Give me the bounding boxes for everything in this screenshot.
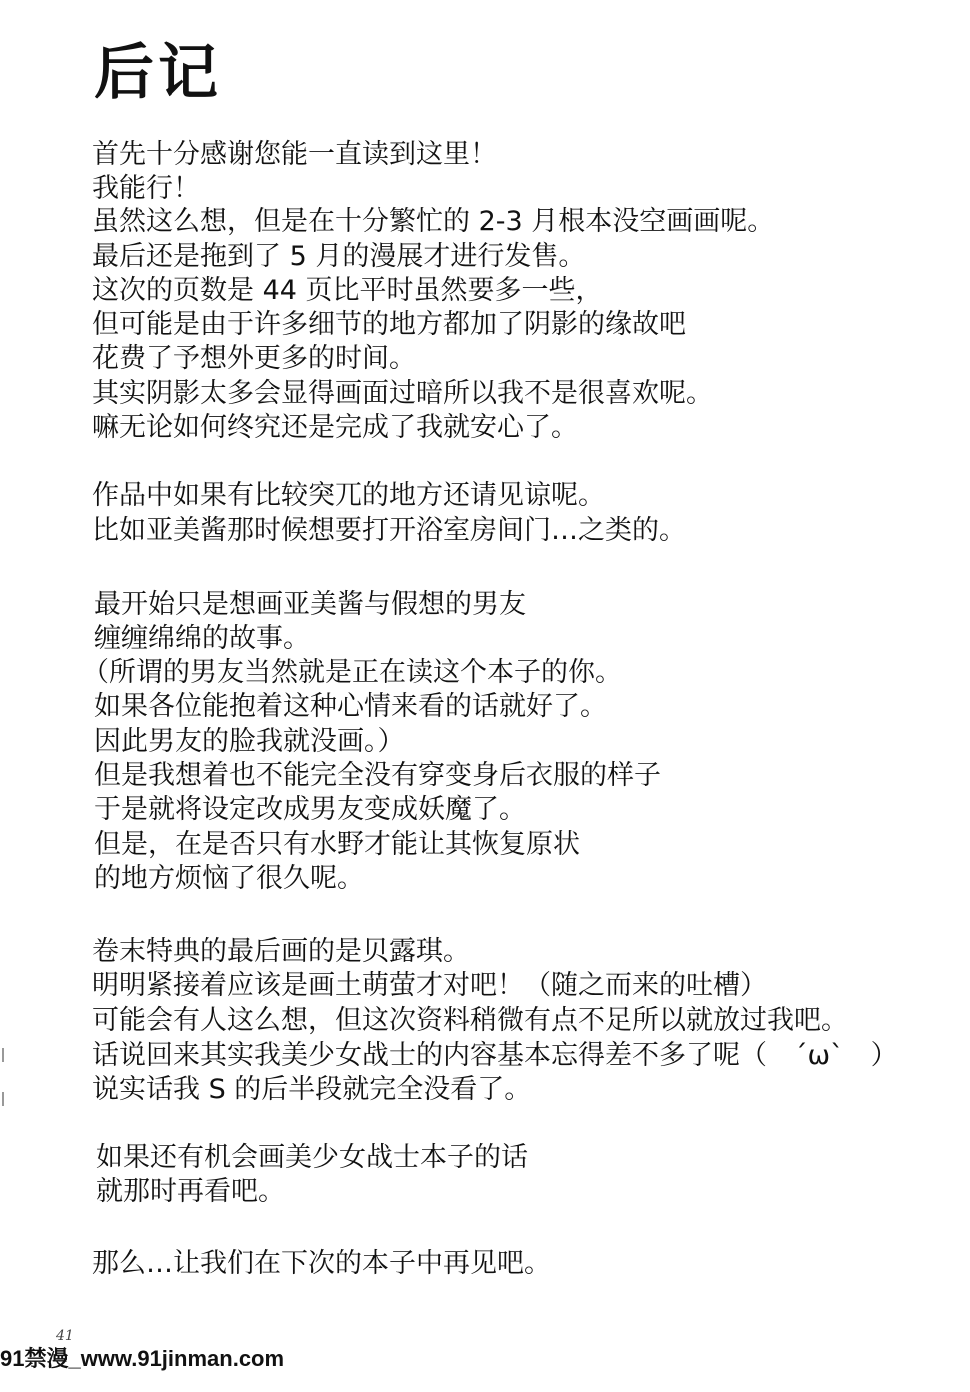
text-line: 缠缠绵绵的故事。	[94, 623, 310, 654]
text-line: 话说回来其实我美少女战士的内容基本忘得差不多了呢（ ´ω` ）	[92, 1040, 898, 1071]
text-line: 虽然这么想，但是在十分繁忙的 2-3 月根本没空画画呢。	[92, 206, 775, 237]
text-line: 但是我想着也不能完全没有穿变身后衣服的样子	[94, 760, 661, 791]
text-line: 的地方烦恼了很久呢。	[94, 863, 364, 894]
text-line: 其实阴影太多会显得画面过暗所以我不是很喜欢呢。	[92, 378, 713, 409]
text-line: 明明紧接着应该是画土萌萤才对吧！（随之而来的吐槽）	[92, 970, 767, 1001]
page-title: 后记	[94, 38, 222, 108]
text-line: 我能行！	[92, 173, 200, 204]
text-line: （所谓的男友当然就是正在读这个本子的你。	[82, 657, 622, 688]
text-line: 嘛无论如何终究还是完成了我就安心了。	[92, 412, 578, 443]
watermark-text: 91禁漫_www.91jinman.com	[0, 1346, 285, 1371]
text-line: 那么…让我们在下次的本子中再见吧。	[92, 1248, 551, 1279]
margin-mark	[2, 1092, 4, 1106]
text-line: 说实话我 S 的后半段就完全没看了。	[92, 1074, 532, 1105]
text-line: 但可能是由于许多细节的地方都加了阴影的缘故吧	[92, 309, 686, 340]
text-line: 作品中如果有比较突兀的地方还请见谅呢。	[92, 480, 605, 511]
text-line: 首先十分感谢您能一直读到这里！	[92, 139, 497, 170]
text-line: 卷末特典的最后画的是贝露琪。	[92, 936, 470, 967]
text-line: 如果各位能抱着这种心情来看的话就好了。	[94, 691, 607, 722]
text-line: 如果还有机会画美少女战士本子的话	[96, 1142, 528, 1173]
page-number: 41	[56, 1328, 74, 1344]
text-line: 最开始只是想画亚美酱与假想的男友	[94, 589, 526, 620]
text-line: 就那时再看吧。	[96, 1176, 285, 1207]
text-line: 这次的页数是 44 页比平时虽然要多一些，	[92, 275, 603, 306]
text-line: 比如亚美酱那时候想要打开浴室房间门…之类的。	[92, 515, 686, 546]
text-line: 最后还是拖到了 5 月的漫展才进行发售。	[92, 241, 586, 272]
text-line: 因此男友的脸我就没画。）	[94, 726, 405, 757]
text-line: 可能会有人这么想，但这次资料稍微有点不足所以就放过我吧。	[92, 1005, 848, 1036]
text-line: 但是，在是否只有水野才能让其恢复原状	[94, 829, 580, 860]
text-line: 花费了予想外更多的时间。	[92, 343, 416, 374]
margin-mark	[2, 1048, 4, 1062]
text-line: 于是就将设定改成男友变成妖魔了。	[94, 794, 526, 825]
